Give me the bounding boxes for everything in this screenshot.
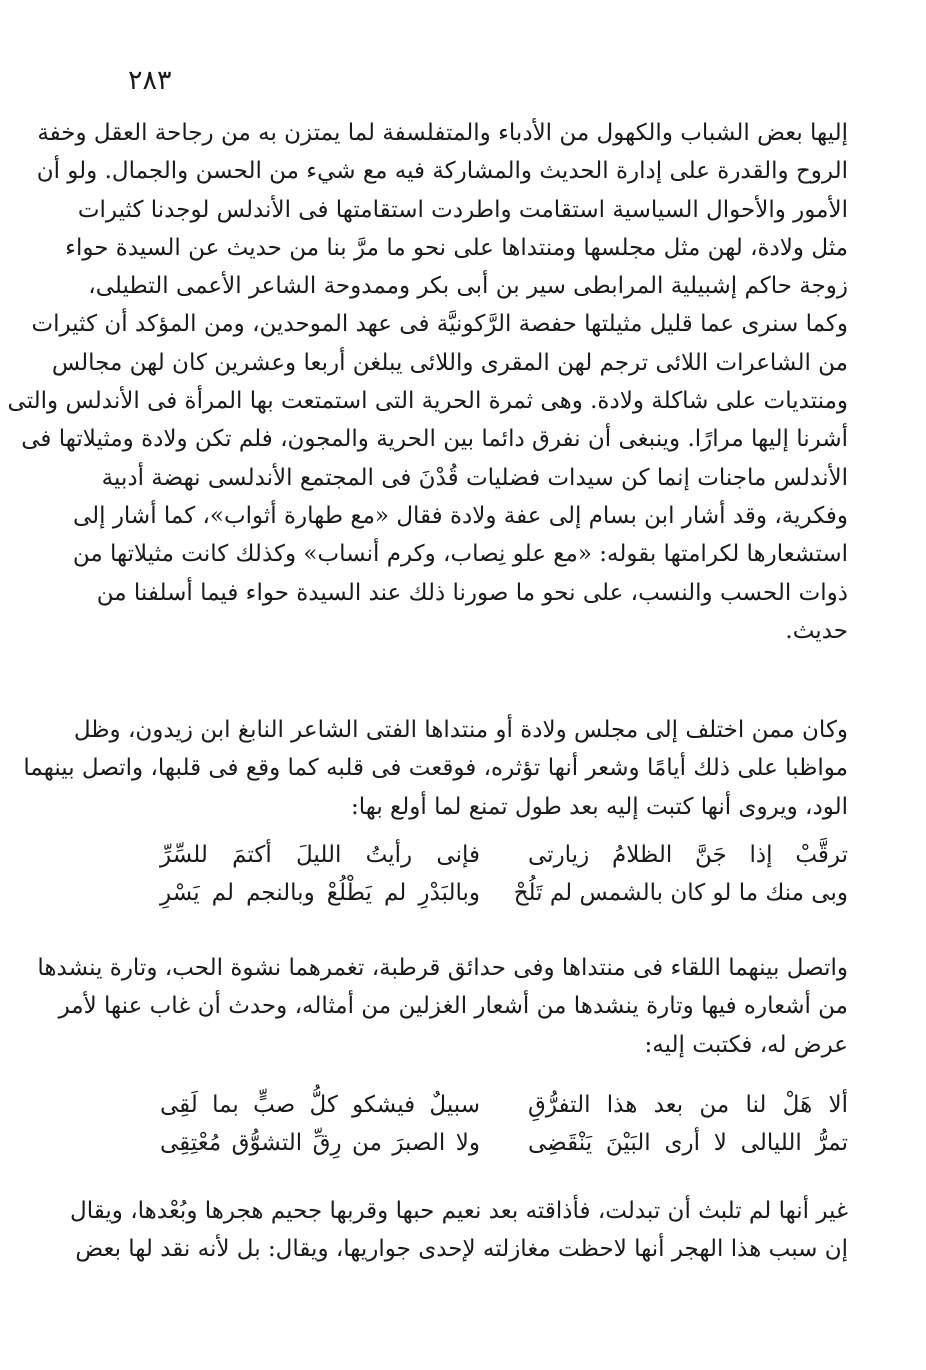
text-line: واتصل بينهما اللقاء فى منتداها وفى حدائق قرطبة، تغمرهما نشوة الحب، وتارة ينشدها: [37, 955, 848, 981]
verse-second-hemistich: ولا الصبرَ من رِقِّ التشوُّق مُعْتِقِى: [160, 1130, 480, 1156]
text-line: ذوات الحسب والنسب، على نحو ما صورنا ذلك عند السيدة حواء فيما أسلفنا من: [96, 579, 848, 606]
verse-line: [160, 1086, 848, 1124]
verse-first-hemistich: ألا هَلْ لنا من بعد هذا التفرُّقِ: [528, 1092, 848, 1118]
poem-1: [160, 836, 848, 912]
text-line: زوجة حاكم إشبيلية المرابطى سير بن أبى بكر وممدوحة الشاعر الأعمى التطيلى،: [88, 273, 848, 300]
text-line: من أشعاره فيها وتارة ينشدها من أشعار الغزلين من أمثاله، وحدث أن غاب عنها لأمر: [58, 993, 848, 1020]
page-number: ٢٨٣: [128, 65, 172, 96]
paragraph-3: [37, 949, 848, 1064]
text-line: حديث.: [785, 617, 848, 644]
paragraph-4: [70, 1192, 848, 1269]
text-line: الأمور والأحوال السياسية استقامت واطردت استقامتها فى الأندلس لوجدنا كثيرات: [77, 196, 848, 223]
verse-line: [160, 874, 848, 912]
text-line: ومنتديات على شاكلة ولادة. وهى ثمرة الحرية التى استمتعت بها المرأة فى الأندلس والتى: [7, 388, 848, 415]
verse-line: [160, 836, 848, 874]
text-line: الروح والقدرة على إدارة الحديث والمشاركة فيه مع شيء من الحسن والجمال. ولو أن: [36, 158, 848, 185]
text-line: الأندلس ماجنات إنما كن سيدات فضليات قُدْنَ فى المجتمع الأندلسى نهضة أدبية: [101, 464, 848, 491]
verse-first-hemistich: وبى منك ما لو كان بالشمس لم تَلُحْ: [513, 880, 848, 906]
text-line: إليها بعض الشباب والكهول من الأدباء والمتفلسفة لما يمتزن به من رجاحة العقل وخفة: [37, 120, 848, 146]
text-line: من الشاعرات اللائى ترجم لهن المقرى واللائى يبلغن أربعا وعشرين كان لهن مجالس: [51, 349, 848, 376]
text-line: استشعارها لكرامتها بقوله: «مع علو نِصاب، وكرم أنساب» وكذلك كانت مثيلاتها من: [72, 541, 848, 568]
verse-first-hemistich: ترقَّبْ إذا جَنَّ الظلامُ زيارتى: [528, 842, 848, 868]
verse-second-hemistich: فإنى رأيتُ الليلَ أكتمَ للسِّرِّ: [160, 842, 480, 868]
verse-second-hemistich: وبالبَدْرِ لم يَطْلُعْ وبالنجم لم يَسْرِ: [160, 880, 480, 906]
paragraph-1: [7, 114, 848, 650]
poem-2: [160, 1086, 848, 1162]
verse-second-hemistich: سبيلٌ فيشكو كلُّ صبٍّ بما لَقِى: [160, 1092, 480, 1118]
verse-line: [160, 1124, 848, 1162]
verse-first-hemistich: تمرُّ الليالى لا أرى البَيْنَ يَنْقَضِى: [528, 1130, 848, 1156]
text-line: وفكرية، وقد أشار ابن بسام إلى عفة ولادة فقال «مع طهارة أثواب»، كما أشار إلى: [72, 502, 848, 529]
text-line: وكما سنرى عما قليل مثيلتها حفصة الرَّكونيَّة فى عهد الموحدين، ومن المؤكد أن كثيرات: [31, 311, 848, 338]
text-line: عرض له، فكتبت إليه:: [644, 1031, 848, 1058]
text-line: إن سبب هذا الهجر أنها لاحظت مغازلته لإحدى جواريها، ويقال: بل لأنه نقد لها بعض: [75, 1236, 848, 1263]
text-line: وكان ممن اختلف إلى مجلس ولادة أو منتداها الفتى الشاعر النابغ ابن زيدون، وظل: [73, 717, 848, 743]
text-line: مثل ولادة، لهن مثل مجلسها ومنتداها على نحو ما مرَّ بنا من حديث عن السيدة حواء: [65, 234, 848, 261]
text-line: مواظبا على ذلك أيامًا وشعر أنها تؤثره، فوقعت فى قلبه كما وقع فى قلبها، واتصل بينهما: [23, 755, 848, 782]
text-line: الود، ويروى أنها كتبت إليه بعد طول تمنع لما أولع بها:: [350, 793, 848, 820]
text-line: أشرنا إليها مرارًا. وينبغى أن نفرق دائما بين الحرية والمجون، فلم تكن ولادة ومثيلاتها فى: [21, 426, 848, 453]
text-line: غير أنها لم تلبث أن تبدلت، فأذاقته بعد نعيم حبها وقربها جحيم هجرها وبُعْدها، ويقال: [70, 1198, 848, 1224]
paragraph-2: [23, 711, 848, 826]
